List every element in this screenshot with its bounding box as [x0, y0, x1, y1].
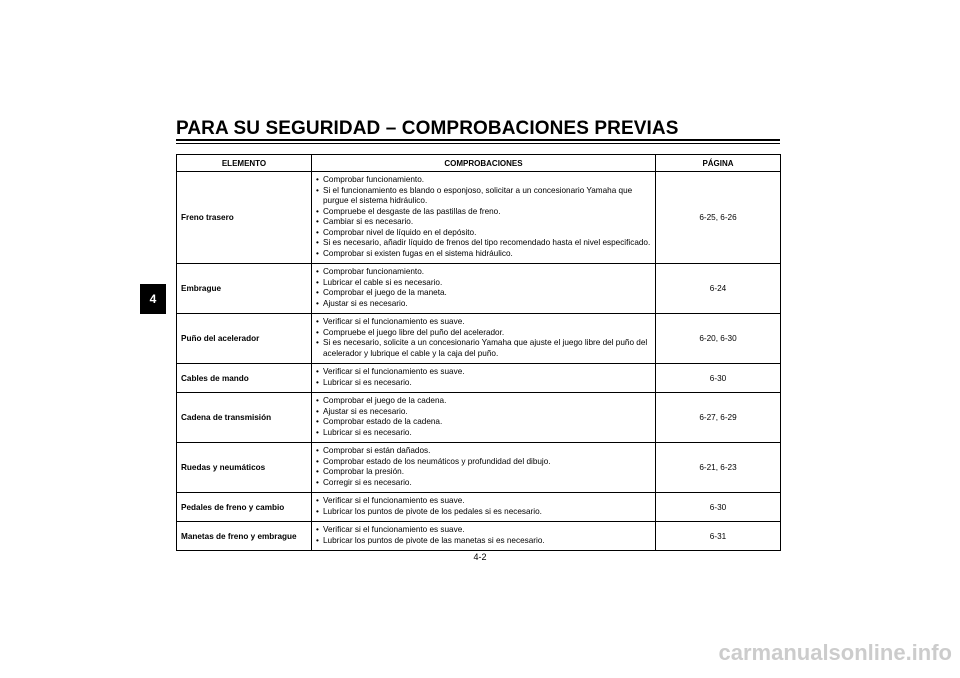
section-tab: 4 [140, 284, 166, 314]
checks-list [316, 446, 651, 488]
checks-table [176, 154, 781, 551]
title-rule-thick [176, 139, 780, 141]
check-item: • Corregir si es necesario. [316, 478, 651, 489]
check-item: • Si es necesario, solicite a un concesionario Yamaha que ajuste el juego libre del puño del acelerador y lubrique el cable y la caja del puño. [316, 338, 651, 359]
checks-list [316, 496, 651, 517]
row-checks [312, 393, 656, 443]
row-checks [312, 364, 656, 393]
row-item: Pedales de freno y cambio [177, 493, 312, 522]
header-checks: COMPROBACIONES [312, 155, 656, 172]
check-item: • Si es necesario, añadir líquido de frenos del tipo recomendado hasta el nivel especificado. [316, 238, 651, 249]
row-checks [312, 264, 656, 314]
row-page: 6-31 [656, 522, 781, 551]
table-row [177, 172, 781, 264]
row-page: 6-24 [656, 264, 781, 314]
row-checks [312, 493, 656, 522]
row-page: 6-25, 6-26 [656, 172, 781, 264]
table-row [177, 264, 781, 314]
check-item: • Ajustar si es necesario. [316, 407, 651, 418]
row-item: Ruedas y neumáticos [177, 443, 312, 493]
row-checks [312, 522, 656, 551]
checks-list [316, 267, 651, 309]
row-item: Cables de mando [177, 364, 312, 393]
table-row [177, 314, 781, 364]
page-title: PARA SU SEGURIDAD – COMPROBACIONES PREVIAS [176, 118, 679, 139]
check-item: • Lubricar los puntos de pivote de los pedales si es necesario. [316, 507, 651, 518]
row-item: Puño del acelerador [177, 314, 312, 364]
row-page: 6-20, 6-30 [656, 314, 781, 364]
table-row [177, 364, 781, 393]
check-item: • Ajustar si es necesario. [316, 299, 651, 310]
checks-list [316, 367, 651, 388]
check-item: • Comprobar funcionamiento. [316, 175, 651, 186]
table-row [177, 443, 781, 493]
header-page: PÁGINA [656, 155, 781, 172]
check-item: • Lubricar los puntos de pivote de las manetas si es necesario. [316, 536, 651, 547]
check-item: • Lubricar el cable si es necesario. [316, 278, 651, 289]
row-item: Freno trasero [177, 172, 312, 264]
checks-list [316, 525, 651, 546]
row-page: 6-30 [656, 493, 781, 522]
row-checks [312, 314, 656, 364]
table-header-row [177, 155, 781, 172]
row-item: Manetas de freno y embrague [177, 522, 312, 551]
checks-list [316, 317, 651, 359]
check-item: • Verificar si el funcionamiento es suave. [316, 496, 651, 507]
row-page: 6-21, 6-23 [656, 443, 781, 493]
check-item: • Comprobar si existen fugas en el sistema hidráulico. [316, 249, 651, 260]
check-item: • Si el funcionamiento es blando o esponjoso, solicitar a un concesionario Yamaha que purgue el sistema hidráulico. [316, 186, 651, 207]
row-checks [312, 443, 656, 493]
check-item: • Cambiar si es necesario. [316, 217, 651, 228]
table-row [177, 493, 781, 522]
check-item: • Comprobar la presión. [316, 467, 651, 478]
check-item: • Comprobar el juego de la cadena. [316, 396, 651, 407]
check-item: • Verificar si el funcionamiento es suave. [316, 525, 651, 536]
check-item: • Lubricar si es necesario. [316, 378, 651, 389]
watermark: carmanualsonline.info [718, 640, 952, 665]
checks-list [316, 396, 651, 438]
check-item: • Comprobar nivel de líquido en el depósito. [316, 228, 651, 239]
page-number: 4-2 [473, 552, 487, 562]
check-item: • Comprobar estado de los neumáticos y profundidad del dibujo. [316, 457, 651, 468]
checks-list [316, 175, 651, 259]
check-item: • Compruebe el desgaste de las pastillas de freno. [316, 207, 651, 218]
table-row [177, 393, 781, 443]
check-item: • Verificar si el funcionamiento es suave. [316, 367, 651, 378]
row-checks [312, 172, 656, 264]
check-item: • Compruebe el juego libre del puño del acelerador. [316, 328, 651, 339]
row-page: 6-27, 6-29 [656, 393, 781, 443]
check-item: • Comprobar funcionamiento. [316, 267, 651, 278]
check-item: • Lubricar si es necesario. [316, 428, 651, 439]
table-row [177, 522, 781, 551]
row-page: 6-30 [656, 364, 781, 393]
check-item: • Comprobar estado de la cadena. [316, 417, 651, 428]
check-item: • Comprobar si están dañados. [316, 446, 651, 457]
check-item: • Verificar si el funcionamiento es suave. [316, 317, 651, 328]
row-item: Embrague [177, 264, 312, 314]
row-item: Cadena de transmisión [177, 393, 312, 443]
check-item: • Comprobar el juego de la maneta. [316, 288, 651, 299]
header-item: ELEMENTO [177, 155, 312, 172]
title-rule-thin [176, 143, 780, 144]
